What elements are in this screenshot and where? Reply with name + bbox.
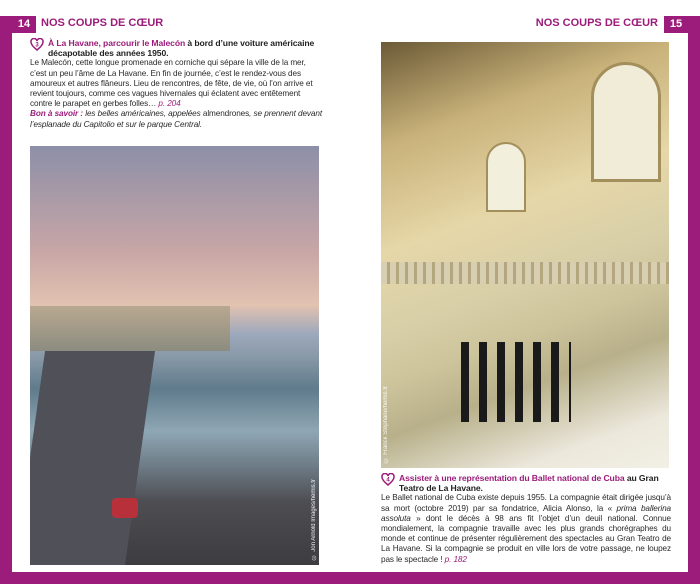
photo-gran-teatro [381, 42, 669, 468]
svg-text:4: 4 [386, 477, 390, 484]
photo-credit: © Franck Stephane/hemis.fr [383, 385, 389, 462]
bottom-band [0, 572, 700, 584]
page-ref-link[interactable]: p. 182 [444, 554, 467, 564]
tip-text-end: , se prennent devant l’esplanade du Capitolio et sur le parque Central. [30, 109, 322, 129]
red-car [112, 498, 138, 518]
heart-icon [30, 38, 44, 51]
page-number-left: 14 [12, 16, 36, 33]
balustrade [381, 262, 669, 284]
photo-malecon [30, 146, 319, 565]
heart-icon [381, 473, 395, 486]
title-highlight: Assister à une représentation du Ballet national de Cuba [399, 473, 625, 483]
body-text-end: » dont le décès à 98 ans fit l’objet d’un deuil national. Connue mondialement, la compagnie travaille avec les plus grands chorégraphes du monde et continue de présenter régulièrement des spectacles au Gran Teatro de La Havane. Si la compagnie se produit en ville lors de votre passage, ne loupez pas le spectacle ! [381, 513, 671, 564]
svg-text:3: 3 [35, 42, 39, 49]
left-page-edge [0, 16, 12, 576]
body-text: Le Malecón, cette longue promenade en corniche qui sépare la ville de la mer, c’est un peu l’âme de La Havane. En fin de journée, c’est le rendez-vous des amoureux et autres flâneurs. Lieu de rencontres, de fête, de vie, où l’on arrive et revient toujours, comme ces vagues hivernales qui éclatent avec entêtement contre le parapet en gerbes folles… [30, 58, 313, 109]
tip-term: almendrones [202, 109, 250, 119]
item-title [30, 38, 322, 58]
item-body [30, 58, 322, 109]
item-body [381, 493, 671, 564]
city-skyline [30, 306, 230, 351]
page-ref-link[interactable]: p. 204 [158, 99, 181, 109]
body-italic: prima ballerina assoluta [381, 503, 671, 523]
header-right: NOS COUPS DE CŒUR [535, 17, 658, 29]
item-ballet [381, 473, 671, 565]
tip [30, 109, 322, 129]
dancers [461, 342, 571, 422]
arched-window [591, 62, 661, 182]
header-left: NOS COUPS DE CŒUR [41, 17, 164, 29]
item-title [381, 473, 671, 493]
road [30, 351, 155, 565]
tip-text: les belles américaines, appelées [82, 109, 203, 119]
page-number-right: 15 [664, 16, 688, 33]
item-malecon [30, 38, 322, 130]
tip-label: Bon à savoir : [30, 109, 83, 119]
title-rest: au Gran Teatro de La Havane. [399, 473, 659, 494]
photo-credit: © Jon Arnold Images/hemis.fr [311, 478, 317, 559]
right-page-edge [688, 16, 700, 576]
body-text: Le Ballet national de Cuba existe depuis 1955. La compagnie était dirigée jusqu’à sa mort (octobre 2019) par sa fondatrice, Alicia Alonso, la « [381, 493, 671, 513]
title-highlight: À La Havane, parcourir le Malecón [48, 38, 186, 48]
title-rest: à bord d’une voiture américaine décapotable des années 1950. [48, 38, 315, 59]
arched-window [486, 142, 526, 212]
